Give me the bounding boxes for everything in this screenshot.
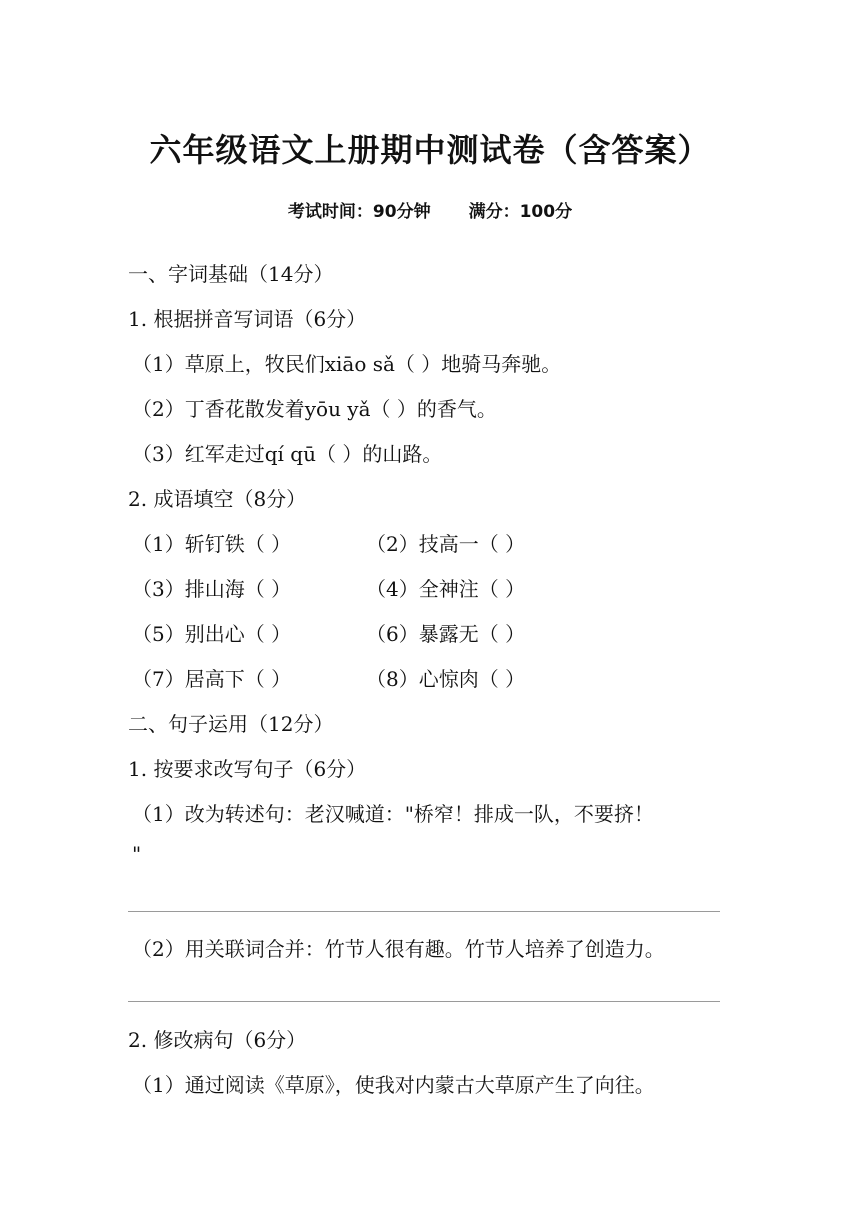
- question-heading-1-2: 2. 成语填空（8分）: [128, 487, 307, 511]
- idiom-row-1: [132, 529, 526, 559]
- question-heading-1-1: 1. 根据拼音写词语（6分）: [128, 307, 367, 331]
- idiom-row-2: [132, 574, 526, 604]
- idiom-item-3: （3）排山海（ ）: [132, 577, 292, 601]
- section-heading-2: 二、句子运用（12分）: [128, 712, 334, 736]
- correction-item-1: （1）通过阅读《草原》，使我对内蒙古大草原产生了向往。: [132, 1073, 655, 1097]
- exam-time: 考试时间：90分钟: [287, 202, 431, 222]
- idiom-item-5: （5）别出心（ ）: [132, 622, 292, 646]
- idiom-item-4: （4）全神注（ ）: [366, 577, 526, 601]
- question-item-pinyin-1: （1）草原上，牧民们xiāo sǎ（ ）地骑马奔驰。: [132, 352, 562, 376]
- rewrite-item-2: （2）用关联词合并：竹节人很有趣。竹节人培养了创造力。: [132, 937, 665, 961]
- exam-meta: [0, 198, 860, 226]
- rewrite-item-1-continued: ": [132, 842, 142, 866]
- section-heading-1: 一、字词基础（14分）: [128, 262, 334, 286]
- exam-full-score: 满分：100分: [468, 202, 573, 222]
- answer-line-2: [128, 1001, 720, 1002]
- question-item-pinyin-3: （3）红军走过qí qū（ ）的山路。: [132, 442, 443, 466]
- idiom-row-4: [132, 664, 526, 694]
- idiom-row-3: [132, 619, 526, 649]
- idiom-item-1: （1）斩钉铁（ ）: [132, 532, 292, 556]
- idiom-item-7: （7）居高下（ ）: [132, 667, 292, 691]
- rewrite-item-1: （1）改为转述句：老汉喊道："桥窄！排成一队，不要挤！: [132, 802, 654, 826]
- idiom-item-2: （2）技高一（ ）: [366, 532, 526, 556]
- question-item-pinyin-2: （2）丁香花散发着yōu yǎ（ ）的香气。: [132, 397, 497, 421]
- question-heading-2-1: 1. 按要求改写句子（6分）: [128, 757, 367, 781]
- idiom-item-8: （8）心惊肉（ ）: [366, 667, 526, 691]
- idiom-item-6: （6）暴露无（ ）: [366, 622, 526, 646]
- question-heading-2-2: 2. 修改病句（6分）: [128, 1028, 307, 1052]
- page-title: 六年级语文上册期中测试卷（含答案）: [149, 131, 711, 169]
- answer-line-1: [128, 911, 720, 912]
